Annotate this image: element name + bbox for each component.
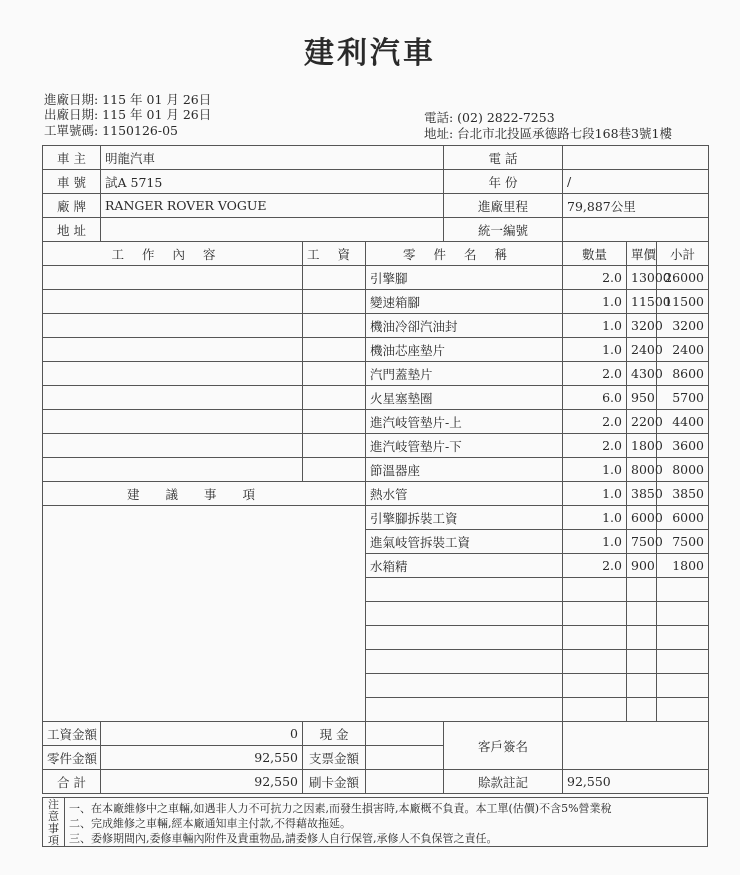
plate-label: 車 號 (43, 170, 101, 194)
work-cell (43, 266, 303, 290)
part-price (627, 698, 657, 722)
part-price (627, 626, 657, 650)
work-cell (43, 386, 303, 410)
addr-label: 地 址 (43, 218, 101, 242)
part-qty: 2.0 (563, 266, 627, 290)
part-row (43, 482, 709, 506)
credit-value: 92,550 (563, 770, 709, 794)
part-qty: 2.0 (563, 554, 627, 578)
part-name: 變速箱腳 (366, 290, 563, 314)
totals-row-3 (43, 770, 709, 794)
part-qty: 2.0 (563, 434, 627, 458)
part-qty: 1.0 (563, 482, 627, 506)
part-name (366, 602, 563, 626)
wage-total-label: 工資金額 (43, 722, 101, 746)
year-value: / (563, 170, 709, 194)
part-subtotal: 3200 (657, 314, 709, 338)
mileage-label: 進廠里程 (444, 194, 563, 218)
part-subtotal: 8600 (657, 362, 709, 386)
part-price: 1800 (627, 434, 657, 458)
part-name: 機油冷卻汽油封 (366, 314, 563, 338)
part-subtotal (657, 602, 709, 626)
part-row (43, 386, 709, 410)
part-name (366, 578, 563, 602)
part-row (43, 362, 709, 386)
part-price (627, 578, 657, 602)
year-label: 年 份 (444, 170, 563, 194)
part-subtotal (657, 698, 709, 722)
note-line-1: 一、在本廠維修中之車輛,如遇非人力不可抗力之因素,而發生損害時,本廠概不負責。本工單(估價)不含5%營業稅 (69, 802, 612, 815)
part-row (43, 266, 709, 290)
part-qty: 1.0 (563, 290, 627, 314)
owner-value: 明龍汽車 (101, 146, 444, 170)
part-column-header: 零件名稱 (366, 242, 563, 266)
phone-label: 電 話 (444, 146, 563, 170)
note-line-3: 三、委修期間內,委修車輛內附件及貴重物品,請委修人自行保管,承修人不負保管之責任。 (69, 832, 498, 845)
column-header-row (43, 242, 709, 266)
part-name: 機油芯座墊片 (366, 338, 563, 362)
part-row (43, 314, 709, 338)
wage-cell (303, 314, 366, 338)
part-price: 3200 (627, 314, 657, 338)
note-line-2: 二、完成維修之車輛,經本廠通知車主付款,不得藉故拖延。 (69, 817, 351, 830)
part-name: 引擎腳 (366, 266, 563, 290)
wage-cell (303, 410, 366, 434)
part-subtotal: 6000 (657, 506, 709, 530)
wage-column-header: 工資 (303, 242, 366, 266)
part-name: 水箱精 (366, 554, 563, 578)
suggest-header: 建議事項 (43, 482, 366, 506)
parts-total-value: 92,550 (101, 746, 303, 770)
part-qty: 1.0 (563, 338, 627, 362)
work-cell (43, 314, 303, 338)
part-subtotal: 26000 (657, 266, 709, 290)
part-qty (563, 674, 627, 698)
plate-value: 試A 5715 (101, 170, 444, 194)
cash-value (366, 722, 444, 746)
part-price: 7500 (627, 530, 657, 554)
wage-cell (303, 434, 366, 458)
part-qty: 2.0 (563, 410, 627, 434)
work-cell (43, 362, 303, 386)
credit-label: 賒款註記 (444, 770, 563, 794)
taxid-label: 統一編號 (444, 218, 563, 242)
part-price: 13000 (627, 266, 657, 290)
part-price (627, 674, 657, 698)
wage-cell (303, 338, 366, 362)
part-qty: 6.0 (563, 386, 627, 410)
brand-label: 廠 牌 (43, 194, 101, 218)
grand-total-label: 合 計 (43, 770, 101, 794)
part-subtotal: 3600 (657, 434, 709, 458)
part-row (43, 410, 709, 434)
part-subtotal (657, 674, 709, 698)
work-cell (43, 338, 303, 362)
part-row (43, 506, 709, 530)
part-price: 3850 (627, 482, 657, 506)
wage-cell (303, 458, 366, 482)
company-phone: 電話: (02) 2822-7253 (424, 110, 555, 125)
cash-label: 現 金 (303, 722, 366, 746)
part-subtotal: 8000 (657, 458, 709, 482)
part-subtotal: 11500 (657, 290, 709, 314)
info-row-owner (43, 146, 709, 170)
part-name: 進氣岐管拆裝工資 (366, 530, 563, 554)
phone-value (563, 146, 709, 170)
wage-cell (303, 362, 366, 386)
wage-cell (303, 290, 366, 314)
part-price: 8000 (627, 458, 657, 482)
work-cell (43, 290, 303, 314)
work-column-header: 工作內容 (43, 242, 303, 266)
notes-label: 注意事項 (43, 798, 65, 846)
part-row (43, 290, 709, 314)
work-cell (43, 410, 303, 434)
signature-label: 客戶簽名 (444, 722, 563, 770)
part-qty: 2.0 (563, 362, 627, 386)
mileage-value: 79,887公里 (563, 194, 709, 218)
check-value (366, 746, 444, 770)
part-qty (563, 578, 627, 602)
part-qty (563, 602, 627, 626)
subtotal-column-header: 小計 (657, 242, 709, 266)
part-price: 2400 (627, 338, 657, 362)
order-number: 工單號碼: 1150126-05 (44, 123, 178, 138)
part-subtotal (657, 650, 709, 674)
part-row (43, 338, 709, 362)
part-price: 2200 (627, 410, 657, 434)
part-row (43, 434, 709, 458)
in-date: 進廠日期: 115 年 01 月 26日 (44, 92, 212, 107)
notes-box (42, 797, 708, 847)
brand-value: RANGER ROVER VOGUE (101, 194, 444, 218)
info-row-plate (43, 170, 709, 194)
price-column-header: 單價 (627, 242, 657, 266)
part-subtotal: 5700 (657, 386, 709, 410)
info-row-brand (43, 194, 709, 218)
card-label: 刷卡金額 (303, 770, 366, 794)
qty-column-header: 數量 (563, 242, 627, 266)
part-price: 11500 (627, 290, 657, 314)
grand-total-value: 92,550 (101, 770, 303, 794)
wage-cell (303, 386, 366, 410)
part-name: 熱水管 (366, 482, 563, 506)
part-price: 900 (627, 554, 657, 578)
part-qty: 1.0 (563, 530, 627, 554)
part-name: 汽門蓋墊片 (366, 362, 563, 386)
part-name: 引擎腳拆裝工資 (366, 506, 563, 530)
part-name: 節溫器座 (366, 458, 563, 482)
suggest-area (43, 506, 366, 722)
part-name: 進汽岐管墊片-上 (366, 410, 563, 434)
part-name (366, 650, 563, 674)
totals-row-1 (43, 722, 709, 746)
part-subtotal: 2400 (657, 338, 709, 362)
owner-label: 車 主 (43, 146, 101, 170)
parts-total-label: 零件金額 (43, 746, 101, 770)
part-name (366, 698, 563, 722)
part-row (43, 458, 709, 482)
part-qty: 1.0 (563, 314, 627, 338)
card-value (366, 770, 444, 794)
addr-value (101, 218, 444, 242)
check-label: 支票金額 (303, 746, 366, 770)
company-title: 建利汽車 (304, 36, 436, 71)
part-qty: 1.0 (563, 506, 627, 530)
signature-area (563, 722, 709, 770)
part-price (627, 650, 657, 674)
part-subtotal: 7500 (657, 530, 709, 554)
company-address: 地址: 台北市北投區承德路七段168巷3號1樓 (424, 126, 672, 141)
part-name: 火星塞墊圈 (366, 386, 563, 410)
out-date: 出廠日期: 115 年 01 月 26日 (44, 107, 212, 122)
part-subtotal: 3850 (657, 482, 709, 506)
part-price: 4300 (627, 362, 657, 386)
work-order-table (42, 145, 709, 794)
part-subtotal (657, 578, 709, 602)
part-subtotal: 4400 (657, 410, 709, 434)
part-name (366, 674, 563, 698)
part-name (366, 626, 563, 650)
work-cell (43, 458, 303, 482)
part-qty (563, 698, 627, 722)
taxid-value (563, 218, 709, 242)
work-cell (43, 434, 303, 458)
part-subtotal: 1800 (657, 554, 709, 578)
part-name: 進汽岐管墊片-下 (366, 434, 563, 458)
part-price (627, 602, 657, 626)
part-qty (563, 650, 627, 674)
part-qty: 1.0 (563, 458, 627, 482)
part-price: 6000 (627, 506, 657, 530)
part-price: 950 (627, 386, 657, 410)
part-subtotal (657, 626, 709, 650)
info-row-addr (43, 218, 709, 242)
wage-total-value: 0 (101, 722, 303, 746)
part-qty (563, 626, 627, 650)
wage-cell (303, 266, 366, 290)
